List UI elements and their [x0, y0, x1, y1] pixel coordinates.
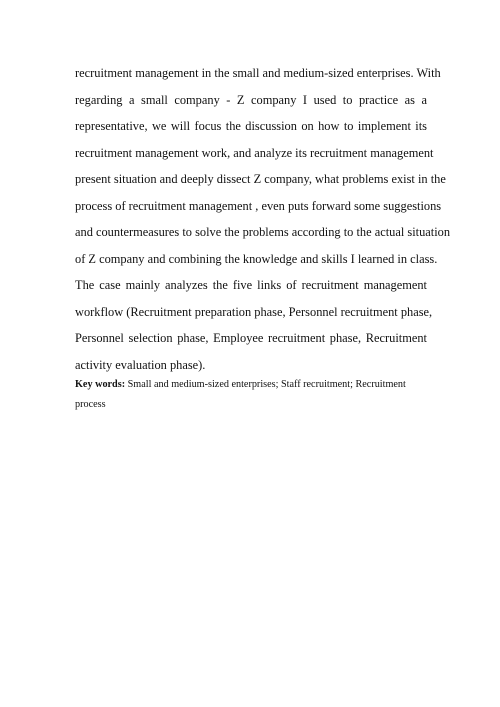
keywords-line	[75, 375, 425, 395]
keywords-text: Small and medium-sized enterprises; Staff recruitment; Recruitment	[127, 379, 406, 390]
keywords-label: Key words:	[75, 379, 126, 390]
abstract-line: recruitment management work, and analyze its recruitment management	[75, 145, 434, 160]
abstract-paragraph	[75, 60, 451, 378]
abstract-line: process of recruitment management , even puts forward some suggestions	[75, 198, 442, 213]
keywords-block	[75, 375, 425, 415]
abstract-line: activity evaluation phase).	[75, 357, 206, 372]
abstract-line: Personnel selection phase, Employee recruitment phase, Recruitment	[75, 331, 427, 345]
abstract-line: workflow (Recruitment preparation phase, Personnel recruitment phase,	[75, 304, 433, 319]
keywords-line-continued: process	[75, 399, 106, 410]
abstract-line: present situation and deeply dissect Z company, what problems exist in the	[75, 172, 446, 186]
abstract-line: recruitment management in the small and medium-sized enterprises. With	[75, 66, 441, 80]
abstract-line: and countermeasures to solve the problems according to the actual situation	[75, 225, 451, 239]
abstract-line: The case mainly analyzes the five links of recruitment management	[75, 278, 427, 292]
abstract-line: of Z company and combining the knowledge and skills I learned in class.	[75, 251, 438, 266]
abstract-line: representative, we will focus the discussion on how to implement its	[75, 119, 427, 133]
abstract-line: regarding a small company - Z company I used to practice as a	[75, 92, 427, 107]
